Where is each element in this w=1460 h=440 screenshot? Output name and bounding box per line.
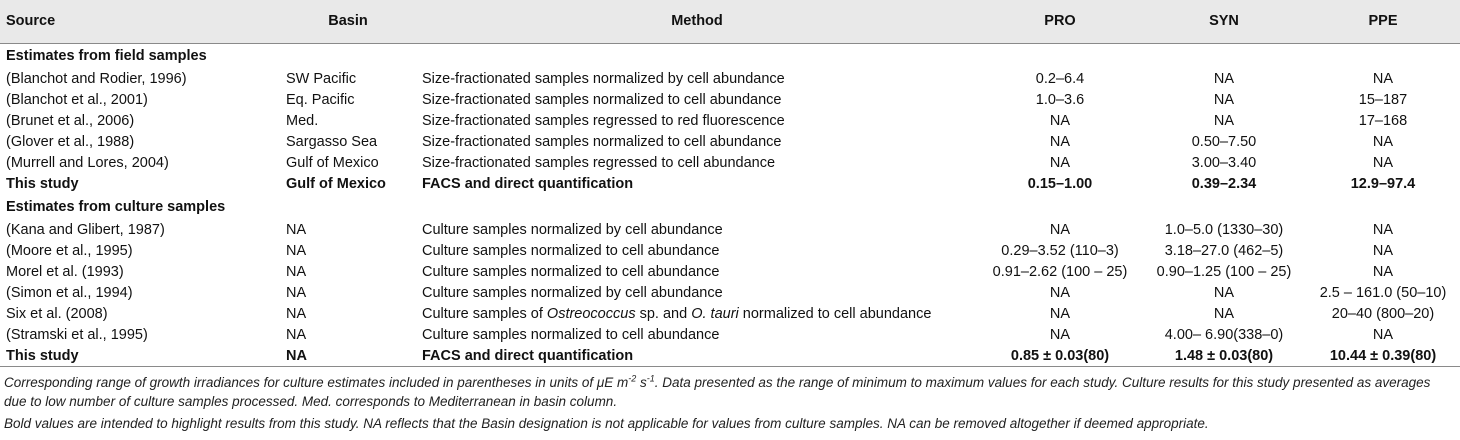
section-title: Estimates from field samples xyxy=(6,48,207,64)
cell-ppe: 17–168 xyxy=(1358,113,1408,129)
cell-pro: 0.85 ± 0.03(80) xyxy=(978,346,1142,367)
cell-source: (Simon et al., 1994) xyxy=(6,285,133,301)
cell-pro: NA xyxy=(1049,113,1071,129)
cell-basin: NA xyxy=(286,222,307,238)
cell-pro: NA xyxy=(1049,306,1071,322)
cell-ppe: 2.5 – 161.0 (50–10) xyxy=(1319,285,1447,301)
cell-ppe: 15–187 xyxy=(1358,92,1408,108)
cell-ppe: 20–40 (800–20) xyxy=(1331,306,1435,322)
cell-syn: 3.00–3.40 xyxy=(1191,155,1257,171)
header-pro: PRO xyxy=(978,0,1142,43)
cell-syn: 0.50–7.50 xyxy=(1191,134,1257,150)
cell-basin: NA xyxy=(286,243,307,259)
footnote-text: . Data presented as the range of minimum to maximum values for each study. Culture results for this study presented as averages due to low number of culture samples processed. Med. corresponds to Mediterranean in basin column. xyxy=(4,375,1431,409)
cell-basin: Gulf of Mexico xyxy=(286,155,379,171)
cell-syn: 0.39–2.34 xyxy=(1191,176,1257,192)
cell-syn: NA xyxy=(1213,285,1235,301)
cell-syn: 1.48 ± 0.03(80) xyxy=(1142,346,1306,367)
header-source: Source xyxy=(0,0,280,43)
cell-source: (Murrell and Lores, 2004) xyxy=(6,155,169,171)
cell-ppe: NA xyxy=(1372,243,1394,259)
cell-basin: Med. xyxy=(286,113,319,129)
table-row xyxy=(0,111,1460,132)
cell-pro: 0.15–1.00 xyxy=(1027,176,1093,192)
cell-method: Culture samples normalized to cell abundance xyxy=(422,243,720,259)
cell-pro: NA xyxy=(1049,222,1071,238)
cell-pro: 1.0–3.6 xyxy=(1035,92,1085,108)
cell-source: (Brunet et al., 2006) xyxy=(6,113,135,129)
header-basin: Basin xyxy=(280,0,416,43)
cell-basin: NA xyxy=(280,346,416,367)
cell-source: Six et al. (2008) xyxy=(6,306,108,322)
cell-syn: 0.90–1.25 (100 – 25) xyxy=(1156,264,1292,280)
cell-method: Culture samples normalized to cell abundance xyxy=(422,264,720,280)
footnote-1 xyxy=(4,373,1456,411)
cell-syn: NA xyxy=(1213,71,1235,87)
cell-method: Size-fractionated samples regressed to cell abundance xyxy=(422,155,776,171)
header-ppe: PPE xyxy=(1306,0,1460,43)
cell-method: FACS and direct quantification xyxy=(416,346,978,367)
cell-syn: NA xyxy=(1213,113,1235,129)
cell-method xyxy=(416,304,978,325)
table-row xyxy=(0,69,1460,90)
cell-method: Size-fractionated samples normalized to cell abundance xyxy=(422,134,782,150)
cell-source: Morel et al. (1993) xyxy=(6,264,124,280)
cell-pro: 0.29–3.52 (110–3) xyxy=(1001,243,1119,259)
table-row xyxy=(0,283,1460,304)
cell-ppe: NA xyxy=(1372,327,1394,343)
cell-basin: NA xyxy=(286,327,307,343)
header-syn: SYN xyxy=(1142,0,1306,43)
cell-syn: 4.00– 6.90(338–0) xyxy=(1164,327,1284,343)
cell-pro: 0.2–6.4 xyxy=(1035,71,1085,87)
cell-basin: SW Pacific xyxy=(286,71,357,87)
header-method: Method xyxy=(416,0,978,43)
cell-source: (Blanchot et al., 2001) xyxy=(6,92,148,108)
cell-ppe: NA xyxy=(1372,264,1394,280)
cell-source: (Glover et al., 1988) xyxy=(6,134,135,150)
table-row xyxy=(0,220,1460,241)
footnote-2: Bold values are intended to highlight results from this study. NA reflects that the Basin designation is not applicable for values from culture samples. NA can be removed altogether if deemed appropriate. xyxy=(4,416,1209,431)
cell-source: (Stramski et al., 1995) xyxy=(6,327,148,343)
table-row xyxy=(0,90,1460,111)
superscript: -1 xyxy=(646,373,655,384)
cell-pro: NA xyxy=(1049,134,1071,150)
cell-basin: NA xyxy=(286,285,307,301)
cell-pro: 0.91–2.62 (100 – 25) xyxy=(992,264,1128,280)
cell-syn: NA xyxy=(1213,92,1235,108)
footnote-text: Corresponding range of growth irradiances for culture estimates included in parentheses in units of μE m xyxy=(4,375,629,390)
cell-method: Size-fractionated samples normalized by cell abundance xyxy=(422,71,785,87)
table-row xyxy=(0,153,1460,174)
cell-source: This study xyxy=(6,176,79,192)
table-row xyxy=(0,304,1460,325)
cell-basin: NA xyxy=(286,264,307,280)
method-text: sp. and xyxy=(635,306,692,322)
section-culture-row xyxy=(0,195,1460,220)
cell-method: Culture samples normalized by cell abundance xyxy=(422,222,723,238)
cell-method: Culture samples normalized to cell abundance xyxy=(422,327,720,343)
table-row-this-study-culture xyxy=(0,346,1460,367)
cell-method: FACS and direct quantification xyxy=(422,176,634,192)
cell-ppe: NA xyxy=(1372,222,1394,238)
table-row xyxy=(0,132,1460,153)
cell-basin: Gulf of Mexico xyxy=(286,176,386,192)
species-name: O. tauri xyxy=(691,306,739,322)
cell-method: Culture samples normalized by cell abundance xyxy=(422,285,723,301)
cell-source: (Moore et al., 1995) xyxy=(6,243,133,259)
cell-pro: NA xyxy=(1049,285,1071,301)
section-field-row xyxy=(0,43,1460,69)
cell-ppe: NA xyxy=(1372,71,1394,87)
method-text: normalized to cell abundance xyxy=(738,306,932,322)
table-row xyxy=(0,262,1460,283)
cell-ppe: 12.9–97.4 xyxy=(1350,176,1416,192)
footnote-text: s xyxy=(636,375,647,390)
cell-source: (Kana and Glibert, 1987) xyxy=(6,222,165,238)
method-text: Culture samples of xyxy=(422,306,547,322)
table-footnotes xyxy=(0,367,1460,433)
header-row xyxy=(0,0,1460,43)
cell-basin: Sargasso Sea xyxy=(286,134,378,150)
cell-source: This study xyxy=(0,346,280,367)
cell-source: (Blanchot and Rodier, 1996) xyxy=(6,71,187,87)
cell-ppe: NA xyxy=(1372,155,1394,171)
species-name: Ostreococcus xyxy=(546,306,636,322)
cell-ppe: 10.44 ± 0.39(80) xyxy=(1306,346,1460,367)
superscript: -2 xyxy=(628,373,637,384)
cell-pro: NA xyxy=(1049,155,1071,171)
table-row-this-study-field xyxy=(0,174,1460,195)
table-row xyxy=(0,241,1460,262)
cell-basin: NA xyxy=(286,306,307,322)
cell-basin: Eq. Pacific xyxy=(286,92,355,108)
table-row xyxy=(0,325,1460,346)
cell-syn: 3.18–27.0 (462–5) xyxy=(1164,243,1284,259)
cell-syn: NA xyxy=(1213,306,1235,322)
cell-method: Size-fractionated samples normalized to cell abundance xyxy=(422,92,782,108)
cell-syn: 1.0–5.0 (1330–30) xyxy=(1164,222,1284,238)
cell-pro: NA xyxy=(1049,327,1071,343)
cell-method: Size-fractionated samples regressed to red fluorescence xyxy=(422,113,785,129)
cell-ppe: NA xyxy=(1372,134,1394,150)
section-title: Estimates from culture samples xyxy=(6,199,226,215)
